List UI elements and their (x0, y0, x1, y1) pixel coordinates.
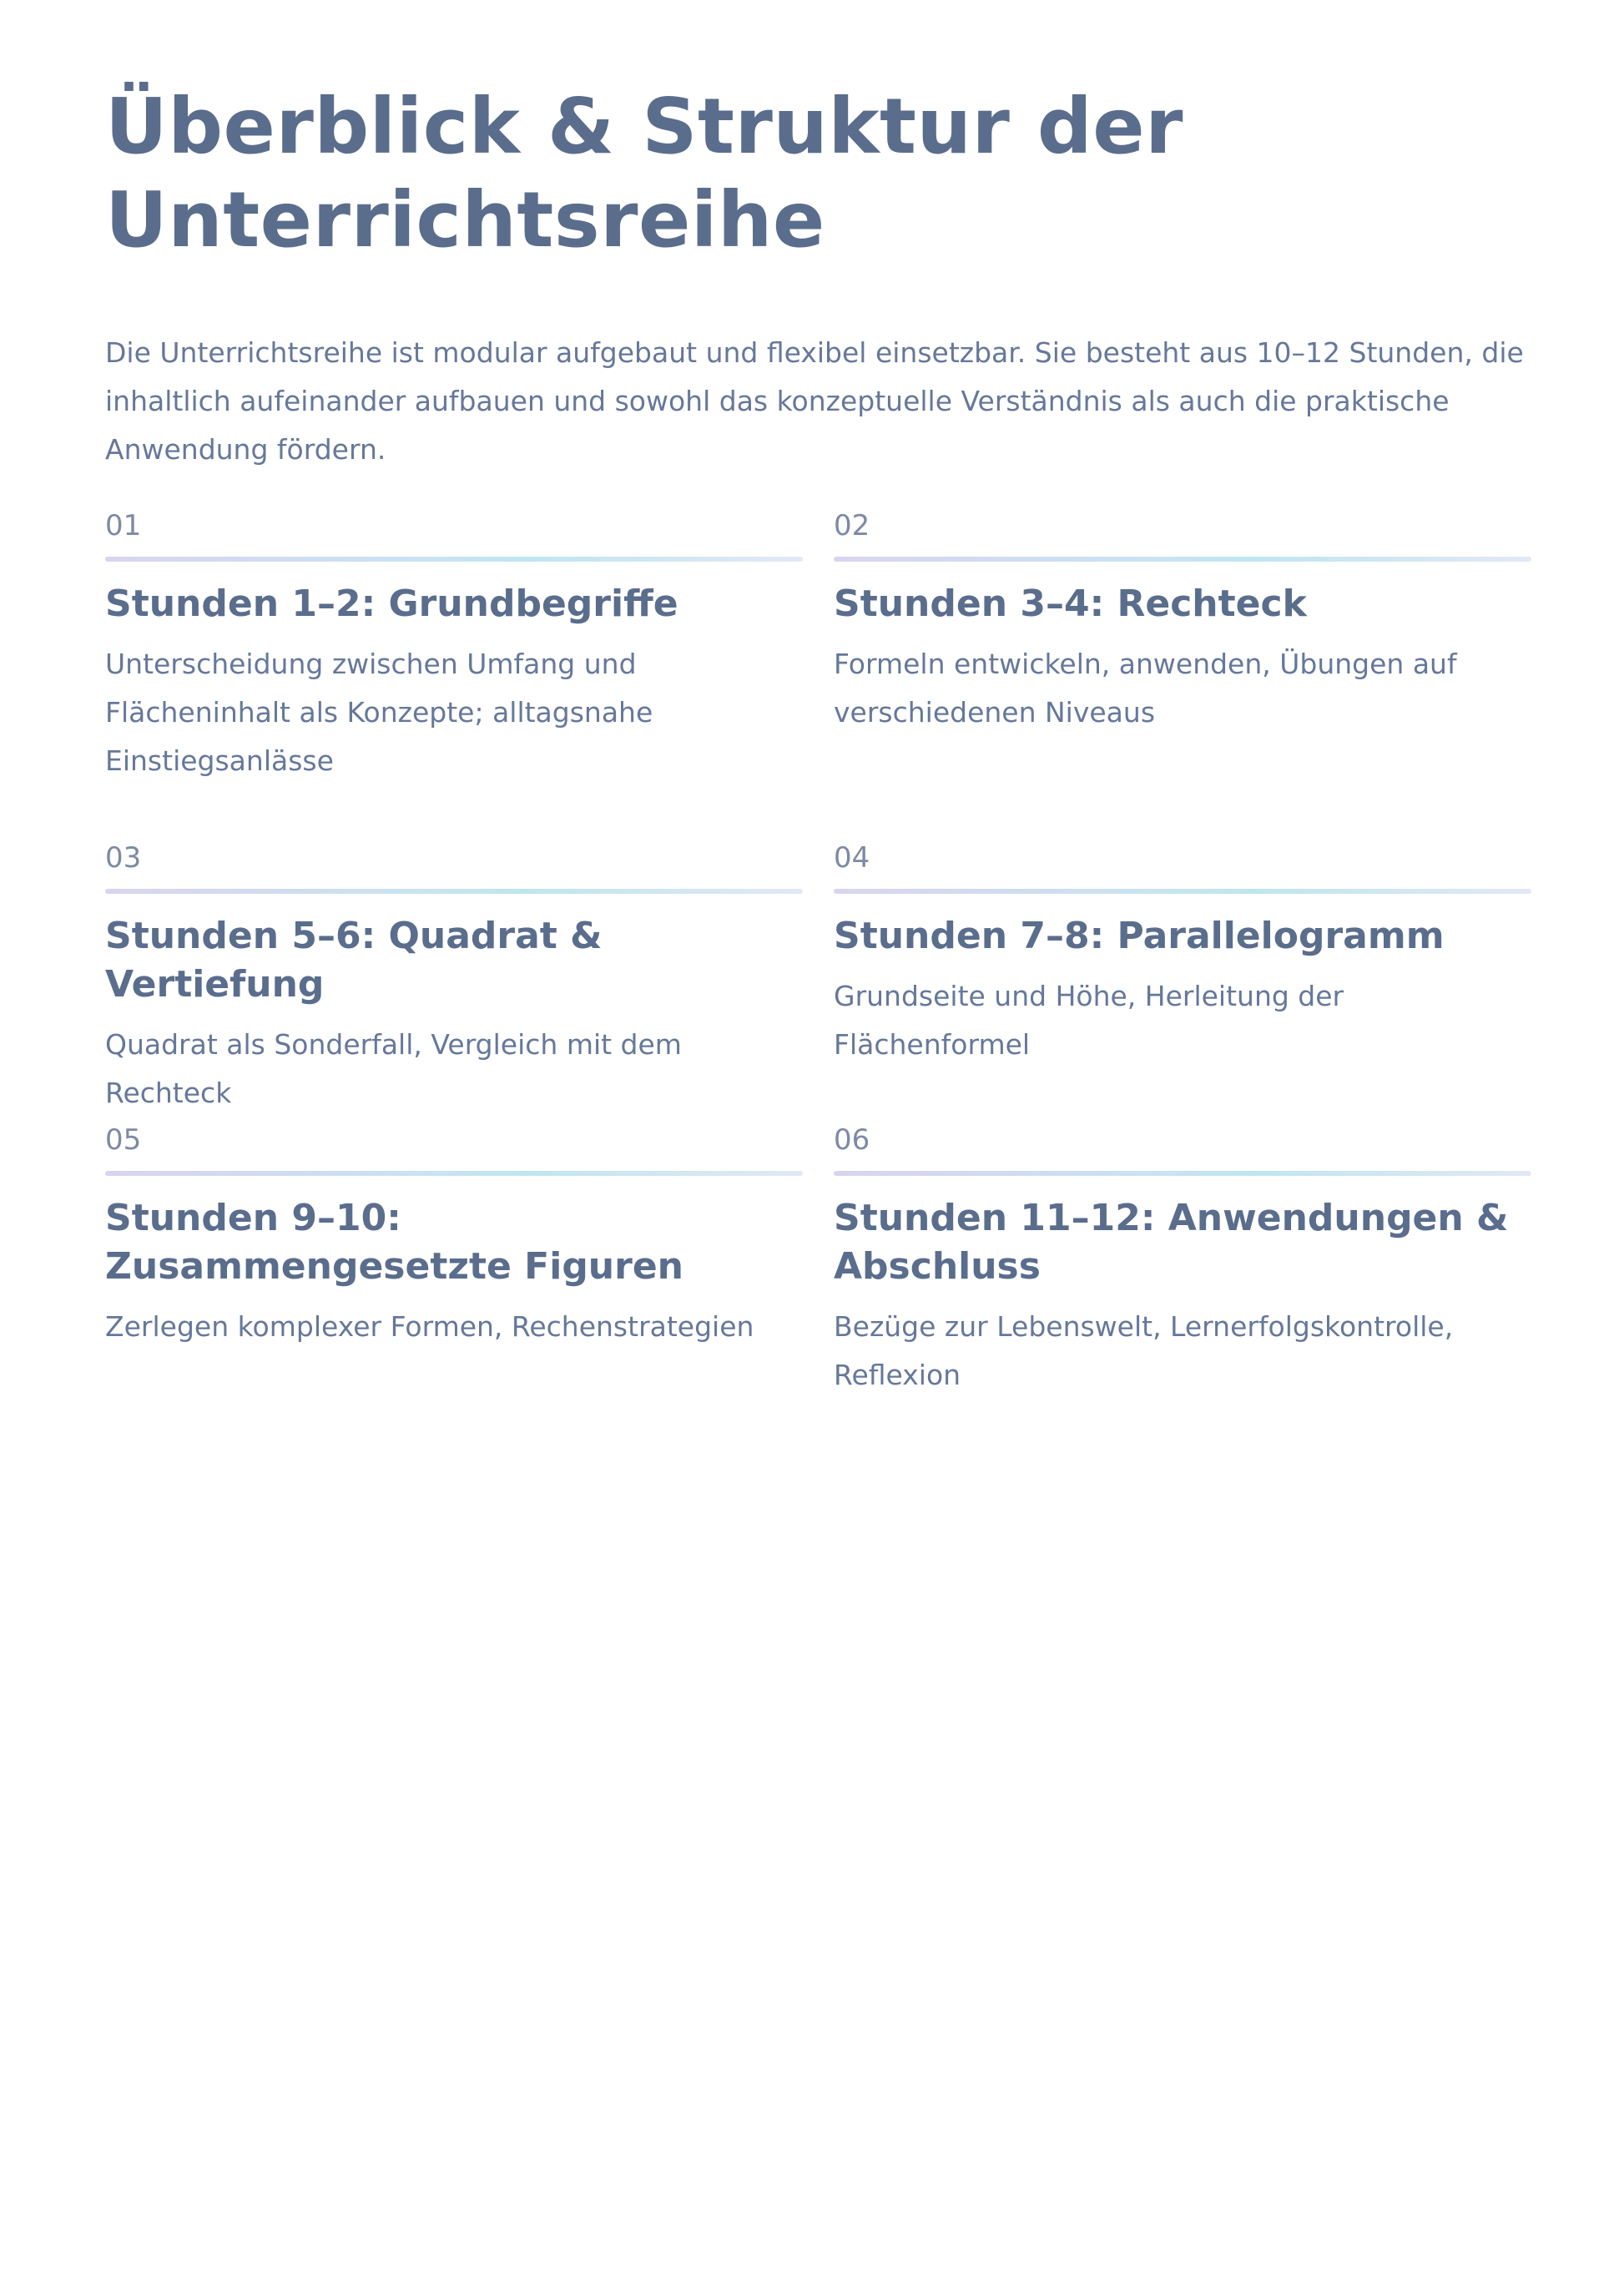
module-title: Stunden 1–2: Grundbegriffe (105, 583, 678, 625)
module-number: 04 (834, 841, 870, 875)
module-card (834, 1119, 1531, 1400)
module-number: 03 (105, 841, 142, 875)
module-description: Quadrat als Sonderfall, Vergleich mit dem Rechteck (105, 1028, 682, 1109)
module-divider (834, 557, 1531, 562)
module-card (834, 505, 1531, 737)
module-title: Stunden 11–12: Anwendungen & Abschluss (834, 1197, 1509, 1288)
module-title: Stunden 9–10: Zusammengesetzte Figuren (105, 1197, 683, 1288)
module-number: 05 (105, 1123, 142, 1157)
module-description: Unterscheidung zwischen Umfang und Flächeninhalt als Konzepte; alltagsnahe Einstiegsanlässe (105, 648, 653, 777)
module-divider (105, 889, 803, 894)
module-title: Stunden 3–4: Rechteck (834, 583, 1307, 625)
module-divider (834, 1171, 1531, 1176)
module-divider (105, 557, 803, 562)
module-description: Bezüge zur Lebenswelt, Lernerfolgskontrolle, Reflexion (834, 1310, 1454, 1391)
page-title: Überblick & Struktur der Unterrichtsreihe (105, 82, 1184, 265)
module-description: Formeln entwickeln, anwenden, Übungen auf verschiedenen Niveaus (834, 648, 1457, 729)
module-card (105, 837, 803, 1117)
module-divider (105, 1171, 803, 1176)
module-description: Grundseite und Höhe, Herleitung der Flächenformel (834, 980, 1344, 1061)
module-description: Zerlegen komplexer Formen, Rechenstrategien (105, 1310, 754, 1343)
module-number: 01 (105, 509, 142, 542)
module-card (105, 1119, 803, 1351)
module-card (105, 505, 803, 785)
module-title: Stunden 7–8: Parallelogramm (834, 915, 1445, 957)
module-number: 02 (834, 509, 870, 542)
module-title: Stunden 5–6: Quadrat & Vertiefung (105, 915, 603, 1006)
module-divider (834, 889, 1531, 894)
intro-paragraph: Die Unterrichtsreihe ist modular aufgebaut und flexibel einsetzbar. Sie besteht aus 10–12 Stunden, die inhaltlich aufeinander aufbauen und sowohl das konzeptuelle Verständnis als auch die praktische Anwendung fördern. (105, 336, 1524, 466)
module-number: 06 (834, 1123, 870, 1157)
module-card (834, 837, 1531, 1069)
